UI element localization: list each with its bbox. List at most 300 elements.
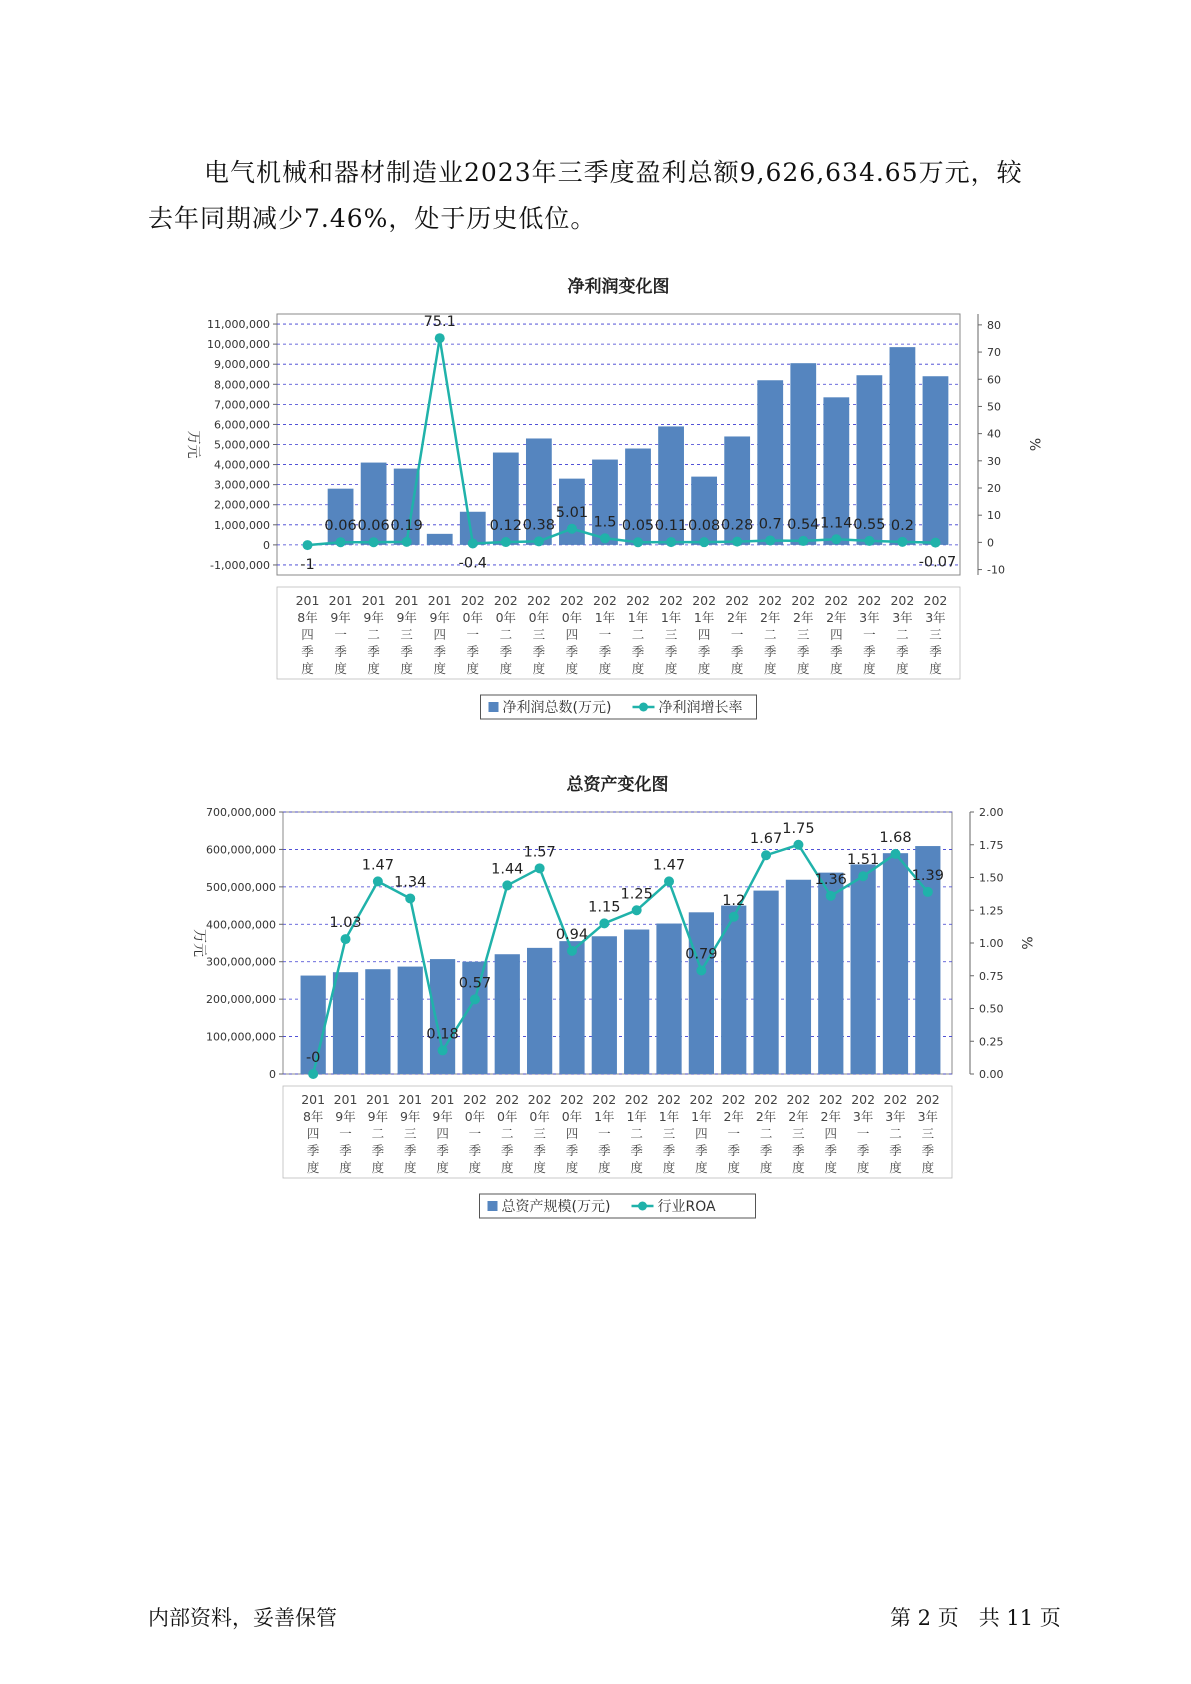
x-tick-label: 度 [856,1160,870,1175]
x-tick-label: 1年 [626,1109,647,1124]
x-tick-label: 8年 [302,1109,324,1124]
x-tick-label: 一 [863,627,876,642]
x-tick-label: 度 [929,661,942,676]
x-tick-label: 度 [403,1160,417,1175]
line-point [405,893,415,903]
y-right-axis-title: % [1018,936,1034,950]
bar [495,954,520,1074]
x-tick-label: 202 [883,1092,908,1107]
y-right-tick-label: 40 [987,427,1001,441]
y-left-tick-label: 11,000,000 [207,318,270,332]
footer-page-number: 第 2 页 共 11 页 [890,1606,1061,1630]
line-point [696,966,706,976]
x-tick-label: 季 [598,644,612,659]
x-tick-label: 二 [896,627,909,642]
x-tick-label: 3年 [885,1109,906,1124]
x-tick-label: 度 [436,1160,449,1175]
y-right-tick-label: 20 [987,482,1001,495]
x-tick-label: 季 [697,644,711,659]
legend-line-marker [638,1202,647,1211]
x-tick-label: 季 [763,644,777,659]
y-left-tick-label: 1,000,000 [214,518,270,532]
x-tick-label: 202 [657,1092,681,1107]
x-tick-label: 2年 [820,1109,842,1124]
x-tick-label: 202 [462,1092,487,1107]
x-tick-label: 一 [598,627,612,642]
x-tick-label: 季 [727,1143,740,1158]
line-point [666,537,676,547]
x-tick-label: 季 [532,644,546,659]
line-point [831,534,841,544]
y-left-tick-label: 100,000,000 [206,1030,276,1044]
x-tick-label: 201 [430,1092,455,1107]
y-right-tick-label: 0.75 [979,969,1004,983]
x-tick-label: 202 [890,593,915,608]
y-left-tick-label: 600,000,000 [206,843,276,857]
x-tick-label: 202 [851,1092,876,1107]
line-point [699,537,709,547]
x-tick-label: 二 [889,1126,902,1141]
x-tick-label: 0年 [464,1109,486,1124]
x-tick-label: 202 [915,1092,940,1107]
y-left-tick-label: 700,000,000 [206,806,276,819]
x-tick-label: 9年 [335,1109,356,1124]
x-tick-label: 度 [695,1160,708,1175]
x-tick-label: 度 [306,1160,320,1175]
x-tick-label: 202 [626,593,650,608]
line-point [890,849,900,859]
x-tick-label: 二 [367,627,380,642]
x-tick-label: 度 [921,1160,935,1175]
x-tick-label: 季 [433,644,446,659]
bar [883,853,908,1074]
data-label: 1.68 [879,829,912,846]
x-tick-label: 度 [301,661,314,676]
x-tick-label: 三 [533,1126,546,1141]
x-tick-label: 度 [499,661,513,676]
y-left-tick-label: 0 [269,1068,276,1081]
x-tick-label: 度 [367,661,380,676]
x-tick-label: 季 [403,1143,417,1158]
y-right-tick-label: 50 [987,400,1001,414]
line-point [402,537,412,547]
y-right-axis-title: % [1026,437,1042,452]
x-tick-label: 度 [334,661,347,676]
line-point [468,538,478,548]
data-label: 1.47 [652,857,686,874]
x-tick-label: 201 [333,1092,358,1107]
x-tick-label: 二 [501,1126,514,1141]
y-left-tick-label: 4,000,000 [214,458,270,472]
x-tick-label: 一 [339,1126,352,1141]
x-tick-label: 2年 [755,1109,777,1124]
x-tick-label: 0年 [529,1109,550,1124]
y-right-tick-label: 0 [987,536,994,550]
data-label: 5.01 [555,504,589,521]
legend-bar-swatch [489,702,499,712]
x-tick-label: 季 [598,1143,611,1158]
x-tick-label: 9年 [367,1109,389,1124]
line-point [864,536,874,546]
bar [328,489,354,545]
x-tick-label: 202 [659,593,684,608]
x-tick-label: 四 [565,1126,579,1141]
bar [818,873,843,1074]
line-point [930,538,940,548]
x-tick-label: 度 [727,1160,740,1175]
y-right-tick-label: 10 [987,509,1001,523]
x-tick-label: 三 [662,1126,676,1141]
x-tick-label: 度 [763,661,777,676]
bar [559,941,584,1074]
x-tick-label: 度 [759,1160,773,1175]
x-tick-label: 度 [339,1160,352,1175]
x-tick-label: 0年 [495,610,517,625]
x-tick-label: 季 [896,644,909,659]
x-tick-label: 度 [889,1160,902,1175]
x-tick-label: 三 [664,627,678,642]
y-left-tick-label: 200,000,000 [206,993,276,1007]
bar [656,924,681,1074]
x-tick-label: 季 [630,1143,643,1158]
x-tick-label: 202 [526,593,551,608]
x-tick-label: 度 [697,661,711,676]
x-tick-label: 202 [493,593,518,608]
x-tick-label: 四 [301,627,314,642]
x-tick-label: 度 [501,1160,514,1175]
data-label: 1.47 [361,857,395,874]
x-tick-label: 201 [301,1092,326,1107]
x-tick-label: 202 [460,593,485,608]
x-tick-label: 202 [758,593,783,608]
x-tick-label: 度 [598,1160,611,1175]
x-tick-label: 202 [559,593,584,608]
x-tick-label: 季 [468,1143,482,1158]
data-label: 0.12 [489,518,522,535]
x-tick-label: 季 [499,644,513,659]
data-label: 0.7 [758,516,782,533]
line-point [369,537,379,547]
x-tick-label: 一 [334,627,347,642]
x-tick-label: 季 [301,644,314,659]
bar [427,534,453,545]
x-tick-label: 季 [565,1143,579,1158]
line-point [826,891,836,901]
line-point [729,912,739,922]
y-left-tick-label: 3,000,000 [214,478,270,492]
line-point [336,537,346,547]
x-tick-label: 季 [400,644,413,659]
x-tick-label: 201 [361,593,386,608]
bar [851,864,876,1074]
line-point [633,537,643,547]
line-point [632,905,642,915]
x-tick-label: 一 [727,1126,740,1141]
x-tick-label: 202 [818,1092,843,1107]
x-tick-label: 202 [791,593,816,608]
x-tick-label: 季 [662,1143,676,1158]
y-right-tick-label: 1.25 [979,904,1004,918]
x-tick-label: 3年 [892,610,913,625]
chart-svg [0,760,1191,1230]
x-tick-label: 202 [923,593,948,608]
x-tick-label: 一 [730,627,744,642]
x-tick-label: 度 [631,661,645,676]
x-tick-label: 度 [400,661,413,676]
line-point [501,537,511,547]
bar [430,959,455,1074]
y-left-tick-label: 10,000,000 [207,338,270,352]
line-point [567,946,577,956]
x-tick-label: 3年 [925,610,946,625]
bar [398,967,423,1074]
x-tick-label: 季 [367,644,380,659]
x-tick-label: 202 [857,593,882,608]
x-tick-label: 1年 [627,610,649,625]
line-point [435,333,445,343]
data-label: 1.75 [782,820,815,837]
x-tick-label: 度 [664,661,678,676]
x-tick-label: 201 [365,1092,390,1107]
x-tick-label: 202 [689,1092,714,1107]
data-label: 0.06 [324,518,357,535]
chart-title: 总资产变化图 [566,775,669,795]
line-point [664,876,674,886]
x-tick-label: 2年 [726,610,748,625]
data-label: 0.94 [555,926,589,943]
x-tick-label: 202 [721,1092,746,1107]
x-tick-label: 度 [830,661,843,676]
x-tick-label: 季 [334,644,347,659]
x-tick-label: 度 [792,1160,805,1175]
x-tick-label: 度 [371,1160,385,1175]
x-tick-label: 度 [730,661,744,676]
data-label: 0.08 [687,518,721,535]
data-label: 0.2 [890,517,914,534]
line-point [470,994,480,1004]
x-tick-label: 0年 [497,1109,518,1124]
y-right-tick-label: 1.75 [979,838,1004,852]
x-tick-label: 0年 [561,1109,583,1124]
line-point [858,871,868,881]
x-tick-label: 季 [565,644,579,659]
x-tick-label: 9年 [432,1109,453,1124]
y-left-tick-label: 7,000,000 [214,398,270,412]
data-label: 0.54 [787,516,820,533]
x-tick-label: 度 [824,1160,838,1175]
y-left-tick-label: 5,000,000 [214,438,270,452]
x-tick-label: 度 [565,661,579,676]
x-tick-label: 202 [692,593,717,608]
line-point [897,537,907,547]
x-tick-label: 9年 [429,610,450,625]
x-tick-label: 度 [468,1160,482,1175]
x-tick-label: 三 [400,627,413,642]
x-tick-label: 季 [759,1143,773,1158]
x-tick-label: 0年 [462,610,484,625]
y-left-tick-label: -1,000,000 [210,558,270,572]
net-profit-chart [0,262,1191,732]
x-tick-label: 一 [598,1126,611,1141]
y-right-tick-label: 0.25 [979,1035,1004,1049]
x-tick-label: 度 [532,661,546,676]
data-label: 1.34 [394,874,427,891]
data-label: 0.79 [685,946,718,963]
bar [333,972,358,1074]
x-tick-label: 季 [339,1143,352,1158]
x-tick-label: 9年 [363,610,384,625]
data-label: 0.57 [458,975,492,992]
data-label: 1.15 [588,899,621,916]
y-right-tick-label: 1.50 [979,871,1004,885]
x-tick-label: 201 [328,593,353,608]
x-tick-label: 201 [398,1092,423,1107]
x-tick-label: 度 [797,661,810,676]
x-tick-label: 1年 [594,1109,615,1124]
line-point [923,887,933,897]
x-tick-label: 一 [856,1126,870,1141]
data-label: -0.07 [918,554,957,571]
x-tick-label: 2年 [793,610,814,625]
data-label: 1.5 [593,514,617,531]
x-tick-label: 202 [495,1092,520,1107]
x-tick-label: 季 [830,644,843,659]
bar [527,948,552,1074]
y-right-tick-label: 30 [987,454,1001,468]
bar [890,347,916,545]
y-right-tick-label: 60 [987,373,1001,387]
data-label: 0.06 [357,518,390,535]
x-tick-label: 四 [436,1126,449,1141]
footer-confidential-note: 内部资料，妥善保管 [148,1606,337,1630]
x-tick-label: 三 [792,1126,805,1141]
y-left-axis-title: 万元 [185,430,201,459]
data-label: 1.25 [620,886,653,903]
line-point [761,850,771,860]
y-right-tick-label: 0.50 [979,1002,1004,1016]
chart-svg [0,262,1191,732]
legend-bar-swatch [488,1201,498,1211]
x-tick-label: 度 [662,1160,676,1175]
legend-line-marker [639,703,648,712]
x-tick-label: 四 [306,1126,320,1141]
x-tick-label: 9年 [330,610,351,625]
legend-bar-label: 总资产规模(万元) [501,1199,611,1215]
bar [786,880,811,1074]
data-label: 1.39 [911,867,944,884]
legend-bar-label: 净利润总数(万元) [502,700,612,716]
x-tick-label: 二 [631,627,645,642]
line-point [308,1069,318,1079]
y-right-tick-label: 2.00 [979,806,1004,819]
x-tick-label: 季 [466,644,480,659]
x-tick-label: 季 [306,1143,320,1158]
legend-line-label: 行业ROA [657,1199,716,1215]
x-tick-label: 季 [695,1143,708,1158]
x-tick-label: 三 [797,627,810,642]
line-point [438,1045,448,1055]
total-assets-chart [0,760,1191,1230]
x-tick-label: 三 [403,1126,417,1141]
data-label: -0 [305,1050,321,1066]
x-tick-label: 1年 [660,610,682,625]
bar [923,376,949,545]
data-label: -1 [300,557,315,574]
x-tick-label: 季 [436,1143,449,1158]
bar [592,936,617,1074]
x-tick-label: 度 [896,661,909,676]
bar [365,969,390,1074]
line-point [534,536,544,546]
bar [689,912,714,1074]
x-tick-label: 三 [532,627,546,642]
x-tick-label: 1年 [691,1109,712,1124]
summary-line-1: 电气机械和器材制造业2023年三季度盈利总额9,626,634.65万元，较 [204,158,1023,187]
x-tick-label: 9年 [399,1109,421,1124]
x-tick-label: 202 [592,1092,617,1107]
x-tick-label: 度 [466,661,480,676]
x-tick-label: 9年 [396,610,417,625]
x-tick-label: 二 [499,627,513,642]
data-label: -0.4 [458,555,487,572]
x-tick-label: 1年 [594,610,616,625]
data-label: 1.44 [491,861,524,878]
x-tick-label: 2年 [788,1109,809,1124]
x-tick-label: 202 [560,1092,584,1107]
line-point [793,840,803,850]
y-left-tick-label: 9,000,000 [214,358,270,372]
x-tick-label: 201 [394,593,419,608]
x-tick-label: 季 [371,1143,385,1158]
x-tick-label: 三 [921,1126,935,1141]
x-tick-label: 度 [863,661,876,676]
x-tick-label: 3年 [859,610,880,625]
line-point [567,524,577,534]
y-left-tick-label: 300,000,000 [206,955,276,969]
x-tick-label: 202 [527,1092,552,1107]
x-tick-label: 202 [786,1092,811,1107]
y-left-tick-label: 500,000,000 [206,880,276,894]
x-tick-label: 202 [754,1092,779,1107]
x-tick-label: 四 [830,627,843,642]
data-label: 1.14 [820,515,853,532]
x-tick-label: 四 [433,627,446,642]
summary-paragraph [148,150,1048,242]
x-tick-label: 季 [863,644,876,659]
x-tick-label: 四 [824,1126,838,1141]
data-label: 1.2 [722,892,746,909]
x-tick-label: 季 [929,644,942,659]
line-point [600,533,610,543]
x-tick-label: 四 [565,627,579,642]
x-tick-label: 三 [929,627,942,642]
x-tick-label: 202 [824,593,849,608]
line-point [303,540,313,550]
line-point [373,876,383,886]
x-tick-label: 二 [763,627,777,642]
x-tick-label: 1年 [693,610,715,625]
bar [753,891,778,1074]
x-tick-label: 季 [792,1143,805,1158]
y-left-tick-label: 6,000,000 [214,418,270,432]
x-tick-label: 季 [856,1143,870,1158]
x-tick-label: 8年 [297,610,318,625]
x-tick-label: 0年 [561,610,583,625]
data-label: 1.51 [846,852,880,869]
bar [691,477,717,545]
x-tick-label: 2年 [759,610,781,625]
x-tick-label: 季 [824,1143,838,1158]
